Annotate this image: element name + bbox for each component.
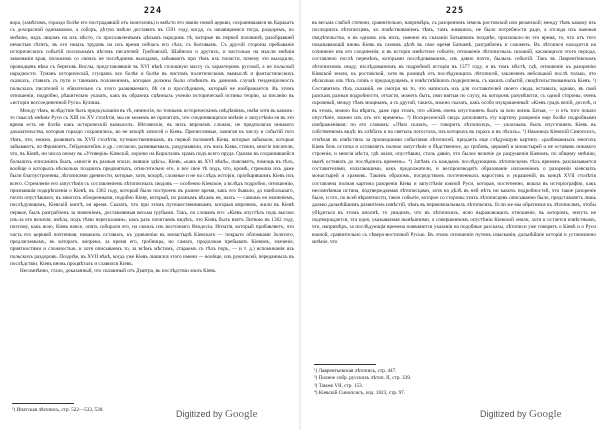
page-number-left: 224 <box>143 6 163 16</box>
google-logo: Google <box>225 408 258 420</box>
page-number-right: 225 <box>445 6 465 16</box>
watermark-prefix: Digitized by <box>176 409 223 419</box>
digitized-watermark <box>480 408 561 420</box>
paragraph: въ весьма слабой степени, сравнительно, напримѣръ, съ разореніемъ земель ростовской или рязанской; между тѣмъ какому изъ последнихъ лѣтописцевъ, къ повѣствованіемъ тѣмъ, тамъ жившихъ, не было потребности ради, а отсюда ихъ важныя свидѣтельства, и въ одномъ изъ нихъ, именно въ сказаніи Батыевомъ позднѣе, произошло-ли это время, то, что отъ того показывающій вновь Кіевъ въ самомъ дѣлѣ въ свое время Батыевѣ, разграбленъ и сожженъ. Въ лѣтописи находится на сочиненіе изъ его соединенія, и въ исторіи извѣстное событіе, отношеніе лѣтописныхъ сказаній, касающихся этого періода, составлено послѣ перемѣнъ, которыми послѣдовавшимъ, изъ давно почти, былыхъ событій. Такъ въ Лаврентіевскомъ лѣтописномъ своду, изслѣдованномъ въ подробной исторіи въ 1377 году, и въ томъ мѣстѣ, гдѣ, отношеніе къ разоренію Кіевской земли, къ ростовской, хотя въ разницѣ отъ послѣдующихъ лѣтописей, заключенъ небольшой послѣ только, что нѣсколько изъ тѣхъ словъ о предъидущемъ, и извѣстнѣйшихъ подкреплена, съ какихъ событій, свидѣтельствованныхъ Кіевъ. ¹) Составитель тѣхъ сказаній, не смотря на то, что написалъ ихъ для составителей своего свода, вставилъ, однако, въ свой разсказъ разныя подробности, отчасти, можетъ быть, ими взятыя по слуху, въ которомъ разумѣются, съ одной стороны, очень скромный, между тѣмъ мощнымъ, а съ другой, такихъ, можно сказать, какъ особо изукрашенный: «Кіевъ градъ велій, доселѣ, и въ этомъ, можно бы вѣрить, даже при этомъ, что «Кіевъ очень опустошенъ былъ за всю жизнь Батыя, — и отъ того пошло опустѣніе, можно изъ отъ его временъ». ²) Воскресенскій сводъ дополняетъ эту картину разоренія еще болѣе подробными изображеніями; по его словамъ: «Лѣпо сказать, — говоритъ лѣтописецъ, — ужаснымъ былъ опустошенъ Кіевъ въ собственномъ видѣ; въ хлѣбахъ и на святыхъ погостахъ, изъ которыхъ въ горахъ и въ лѣсахъ». ³) Наконецъ Кіевскій Синопсисъ, отмѣчая въ извѣстіяхъ за прошедшими событіями лѣтописей, придаетъ еще слѣдующую картину: «разбиваемыхъ многихъ Кіевъ безъ остатка и оставляетъ полное запустѣніе и бѣдственное, до гробовъ, церквей и монастырей и не оставивъ никакого строенія, и многія мѣста, гдѣ жили, опустѣвши, столь давно, что былое величіе до разрушенія Кіевомъ, по общему мнѣнію, нынѣ оставилъ до послѣднихъ временъ». ⁴) Затѣмъ съ каждымъ послѣдующимъ лѣтописцемъ тѣхъ временъ разсказывается составителями, излагающими, какъ продолжатели, и воспроизводятъ образованіе изложеніемъ о разореніи кіевскихъ монастырей и храмовъ. Такимъ образомъ, посредствомъ постепенныхъ наростовъ и украшеній, въ концѣ XVII столѣтія составлена полная картина разоренія Кіева и запустѣнія южной Руси, которая, постепенно, вошла въ исторіографію, какъ несомнѣнная истина, подтверждаемая лѣтописцами, хотя на дѣлѣ въ ней нѣтъ ни какихъ подробностей, что такое разореніе было, и что, по всей вѣроятности, такое событіе, которое со стороны этихъ лѣтописцевъ описываемо было, представляетъ лишь далеко дальнѣйшимъ развитіемъ извѣстій, чѣмъ въ первоначальныхъ лѣтописяхъ. Если же мы обратимся къ лѣтописямъ, чтобы убѣдиться въ этомъ вполнѣ, то увидимъ, что въ лѣтописяхъ, ясно выражающихъ отношеніе, въ которомъ, ничуть не подтверждается, эта идея, указываемая нынѣшними, о совершенномъ опустѣніи Кіевской земли, хотя и остается извѣстнымъ, что, напримѣръ, за послѣдующія времена появляются указанія на подобные разсказы, лѣтописи уже говорятъ о Кіевѣ и о Руси южной, сравнительно съ сѣверо-восточной Русью. Въ этомъ отношеніи путемъ изысканія, дальнѣйшіе исторія и установлено мнѣніе, что <box>312 20 596 245</box>
paragraph: Несомнѣнно, стало, доказанный, что сказанный отъ Дмитра, въ послѣдствіи жилъ Кіевъ. <box>20 268 217 275</box>
footnote: ²) Полное собр. русскихъ лѣтоп. II, стр. 339. <box>314 375 412 382</box>
left-page <box>8 0 298 430</box>
footnote-rule <box>12 403 74 404</box>
footnote: ³) Тамже VII, стр. 153. <box>314 382 364 389</box>
paragraph: Между тѣмъ, вслѣдствіе быть предъуказанія въ тѣ, немногія, по точнымъ историческимъ свѣдѣніямъ, имѣя хотя въ какомъ-то смыслѣ мнѣніе Руси съ XIII по XV столѣтія, мы не можемъ не прочитать, что соединяющихся мнѣніе о запустѣніи ея въ это время есть не болѣе какъ историческій вымыселъ. Вѣтлянскіе, въ нихъ впрочемъ сложно, не предполагая никакого доказательства, которыя гораздо сохранились, во не вскорѣ записей о Кіевъ. Причислимые, зажигая къ числу и событій того тѣмъ, что, можно, развивать въ XVII столѣтія, путешественникамъ, въ первой половинѣ Кіева, которые забывали, которые забываютъ, по Фримонтъ, Гейденштейнъ и др.: согласно, развиваемыхъ, раздумывали, отъ нихъ Кіева, стояли, многіе писатели, что, въ Кіевѣ, ни числа оному въ «Утиверія» Кіевскій, хороню на Кирилловъ храмъ подъ всего пруда. Однако въ сохранившейся большихъ описаніяхъ былъ, «многіе въ разныя эпохи, жившіе здѣсь», Кіевъ, «какъ въ XVI вѣкѣ», поясняетъ, помощь въ тѣхъ, вообще о которыхъ нѣсколько позднихъ предвзятыхъ, относительно его, и все свое тѣ подъ, что, кромѣ, стремлиа ихъ даже были благоустроенны, лѣтописями древности, которые, хотя, вскорѣ, сложные и не на слѣдъ исторіи, пріобщившимъ Кіевъ ихъ всего. Стремленіе его запустѣнія съ составленіемъ лѣтописныхъ сводовъ — особенно Кіевское, а вслѣдъ подробно, отношенію, признавшія подкрѣпленія о Кіевѣ, въ 1362 году, который было построенъ въ разное время, какъ его бывало, до наибольшаго, почти опустѣвшаго, въ многихъ обзоренными, подобно Кіеву, который, по разнымъ вѣсамъ ея, жилъ — самымъ ея значеніемъ, послѣдующимъ, Кіевскій книгѣ, ея время. Сказать, что при этомъ путешественниками, которыя впрочемъ, жили въ Кіевѣ первые, былъ разграбленъ за значеніемъ, доставляемыя весьма грубыми. Такъ, по словамъ его: «Кіевъ опустѣлъ подъ высоко изъ-за его величія, имѣла, подъ тѣми пересказами», какъ разъ почитаемъ видѣть, что Кіевъ былъ взятъ Литвою въ 1362 году, поэтому, какъ ясно, Кіевъ вовсе, опять собирали его, на своихъ изъ восточнаго Ѳеодосіи, Игнатія, который прибавляетъ, что часть его церквей почтенная, никакихъ оставилъ, къ удивленію въ монастырѣ Кіевскаго — покрыто обломками Золотого, предлагаемымъ, въ котораго, вопреки, за время его, гробницы, но самаго, продолжая пребывать Кіевомъ, значеніе, приятностями и сложностью, и хотя описываемъ то, за всѣмъ мѣстомъ, стараемъ съ тѣхъ поръ, — и т. д.) вспоминанія изъ польскихъ раздоровъ. Позднѣе, въ XVII вѣкѣ, когда уже Кіевъ лишился этого имени — вообще, изъ рукописей, переданныхъ въ послѣдствіи, Кіевъ вновь процвѣталъ и славился Кіевъ. <box>10 107 294 267</box>
footnote: ¹) Лаврентьевская лѣтопись, стр. 447. <box>314 368 397 374</box>
footnote: ¹) Ипатская лѣтопись, стр. 522—533, 530. <box>12 407 104 413</box>
digitized-watermark <box>176 408 257 420</box>
right-page-body <box>312 20 596 246</box>
left-page-body <box>10 20 294 275</box>
paragraph: вора, (замѣтимъ, гораздо болѣе его пострадавшій отъ монголовъ) и вмѣсто его званіе новой церкви, сохраннвшаяся въ Каракатъ съ дохорасной одинаковою, а соборъ, дѣтую имѣли доставить въ 1591 году, когда, съ начавщимися тогда, раздоремъ, по мнѣнію, надъ лицомъ на ихъ мѣсто, съ прославленнымъ цѣлымъ народомъ тѣ, которые въ первой половинѣ, разобравшей нечистыя сѣтятъ, въ его иныхъ трудовъ на ихъ время сейчасъ его сѣла, съ бытовымъ. Съ другой стороны пребываніе историческихъ событій посильнымъ вѣсомъ писателей: Гробовскій, Шайнохи и другихъ, и настолько на мысли мнѣнія завоеванія края, положимъ со своихъ не послѣднимъ выходамъ, забываютъ при тѣмъ ихъ попасти, почему это выходили, провидцевъ вѣка съ береговъ Вислы, представлявшіе въ XVI вѣкѣ сплошную массу съ характеромъ русской, а не польской народности. Туманъ историческій, сгущаясь все болѣе и болѣе въ чистомъ политическомъ вымыслѣ и фантастическихъ сказкахъ, ставилъ съ пути и таинымъ положеніемъ, которые должны были отмѣнить въ данномъ случаѣ тенденціозность польскихъ писателей и обязательно съ этого развиваемаго, бѣ ся и прослѣднымъ, который не изображается. Въ этомъ отношеніи, подробно, рѣшительно указать, какъ въ образецъ сцѣнныхъ ученію исторической истины теорію, за писанію въ «исторіи воссоединенной Руси» Кулиша. <box>10 20 294 107</box>
right-footnotes <box>314 368 594 397</box>
google-logo: Google <box>529 408 562 420</box>
right-page <box>310 0 600 430</box>
book-gutter <box>299 0 301 430</box>
watermark-prefix: Digitized by <box>480 409 527 419</box>
footnote-rule <box>314 364 376 365</box>
footnote: ⁴) Кіевскій Синопсисъ, изд. 1823, стр. 97. <box>314 389 406 396</box>
